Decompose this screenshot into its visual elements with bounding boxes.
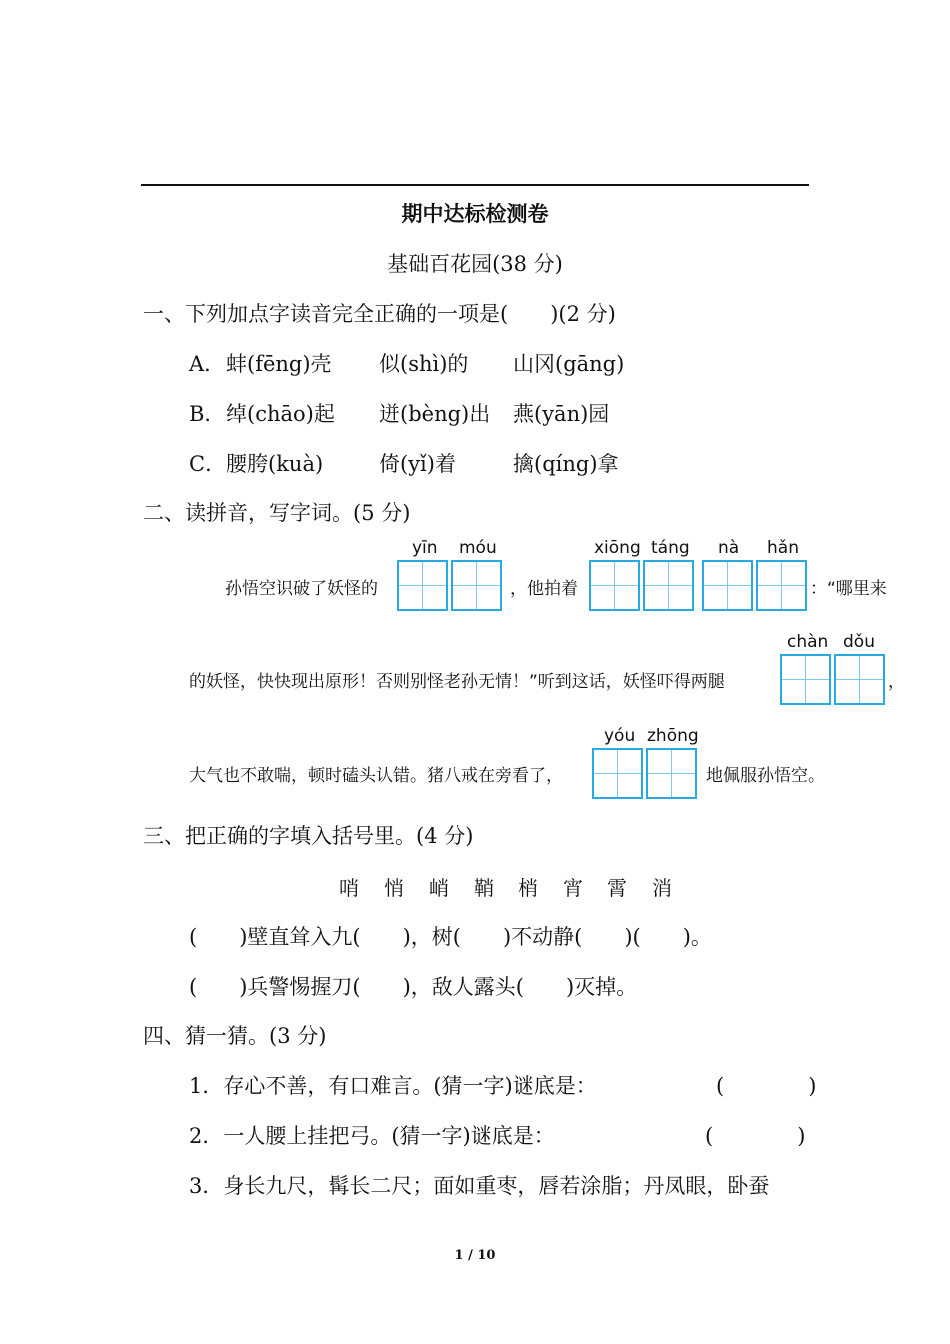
answer-blank[interactable]: ( ) [716,1074,817,1098]
option-letter: A． [189,352,226,376]
writing-box[interactable] [589,560,640,611]
pinyin-label: hǎn [767,538,799,558]
q2-line3-text: 大气也不敢喘，顿时磕头认错。猪八戒在旁看了， [189,766,563,786]
writing-box[interactable] [646,748,697,799]
pinyin-label: zhōng [647,726,699,746]
char-option: 哨 [339,876,359,900]
q2-line1-text: 孙悟空识破了妖怪的 [225,579,378,599]
writing-box[interactable] [592,748,643,799]
q4-stem: 四、猜一猜。(3 分) [143,1024,327,1048]
riddle-text: 3．身长九尺，髯长二尺；面如重枣，唇若涂脂；丹凤眼，卧蚕 [189,1174,770,1198]
pinyin-label: dǒu [843,632,875,652]
page-title: 期中达标检测卷 [401,201,549,226]
writing-box[interactable] [702,560,753,611]
char-option: 消 [652,876,672,900]
option-item: 似(shì)的 [379,352,469,376]
option-item: 倚(yǐ)着 [379,452,456,476]
answer-blank[interactable]: ( ) [705,1124,806,1148]
char-option: 霄 [607,876,627,900]
option-letter: C． [189,452,227,476]
writing-box[interactable] [397,560,448,611]
pinyin-label: xiōng [594,538,641,558]
q2-line2-text: ， [888,672,905,692]
char-option: 梢 [518,876,538,900]
option-item: 腰胯(kuà) [226,452,324,476]
riddle-text: 2．一人腰上挂把弓。(猜一字)谜底是： [189,1124,555,1148]
page-number: 1 / 10 [454,1248,496,1263]
pinyin-label: yóu [604,726,636,746]
q3-sentence-1: ( )壁直耸入九( )，树( )不动静( )( )。 [189,925,712,949]
option-item: 燕(yān)园 [513,402,610,426]
option-item: 擒(qíng)拿 [513,452,619,476]
q2-line1-text: ：“哪里来 [810,579,887,599]
pinyin-label: yīn [412,538,438,558]
section-subtitle: 基础百花园(38 分) [387,252,563,276]
pinyin-label: móu [459,538,497,558]
option-item: 绰(chāo)起 [226,402,335,426]
q2-line3-text: 地佩服孙悟空。 [706,766,825,786]
option-item: 蚌(fēng)壳 [226,352,332,376]
q3-sentence-2: ( )兵警惕握刀( )，敌人露头( )灭掉。 [189,975,638,999]
writing-box[interactable] [756,560,807,611]
option-letter: B． [189,402,226,426]
q1-stem: 一、下列加点字读音完全正确的一项是( )(2 分) [143,302,616,326]
writing-box[interactable] [780,654,831,705]
writing-box[interactable] [451,560,502,611]
char-option: 悄 [384,876,404,900]
char-option: 峭 [429,876,449,900]
char-option: 鞘 [474,876,494,900]
q2-stem: 二、读拼音，写字词。(5 分) [143,501,411,525]
pinyin-label: nà [718,538,740,558]
option-item: 迸(bèng)出 [379,402,491,426]
char-option: 宵 [563,876,583,900]
header-rule [141,184,809,186]
q2-line2-text: 的妖怪，快快现出原形！否则别怪老孙无情！”听到这话，妖怪吓得两腿 [189,672,725,692]
q2-line1-text: ，他拍着 [510,579,578,599]
riddle-text: 1．存心不善，有口难言。(猜一字)谜底是： [189,1074,597,1098]
option-item: 山冈(gāng) [513,352,625,376]
q3-stem: 三、把正确的字填入括号里。(4 分) [143,824,474,848]
pinyin-label: táng [651,538,690,558]
writing-box[interactable] [834,654,885,705]
pinyin-label: chàn [787,632,829,652]
writing-box[interactable] [643,560,694,611]
